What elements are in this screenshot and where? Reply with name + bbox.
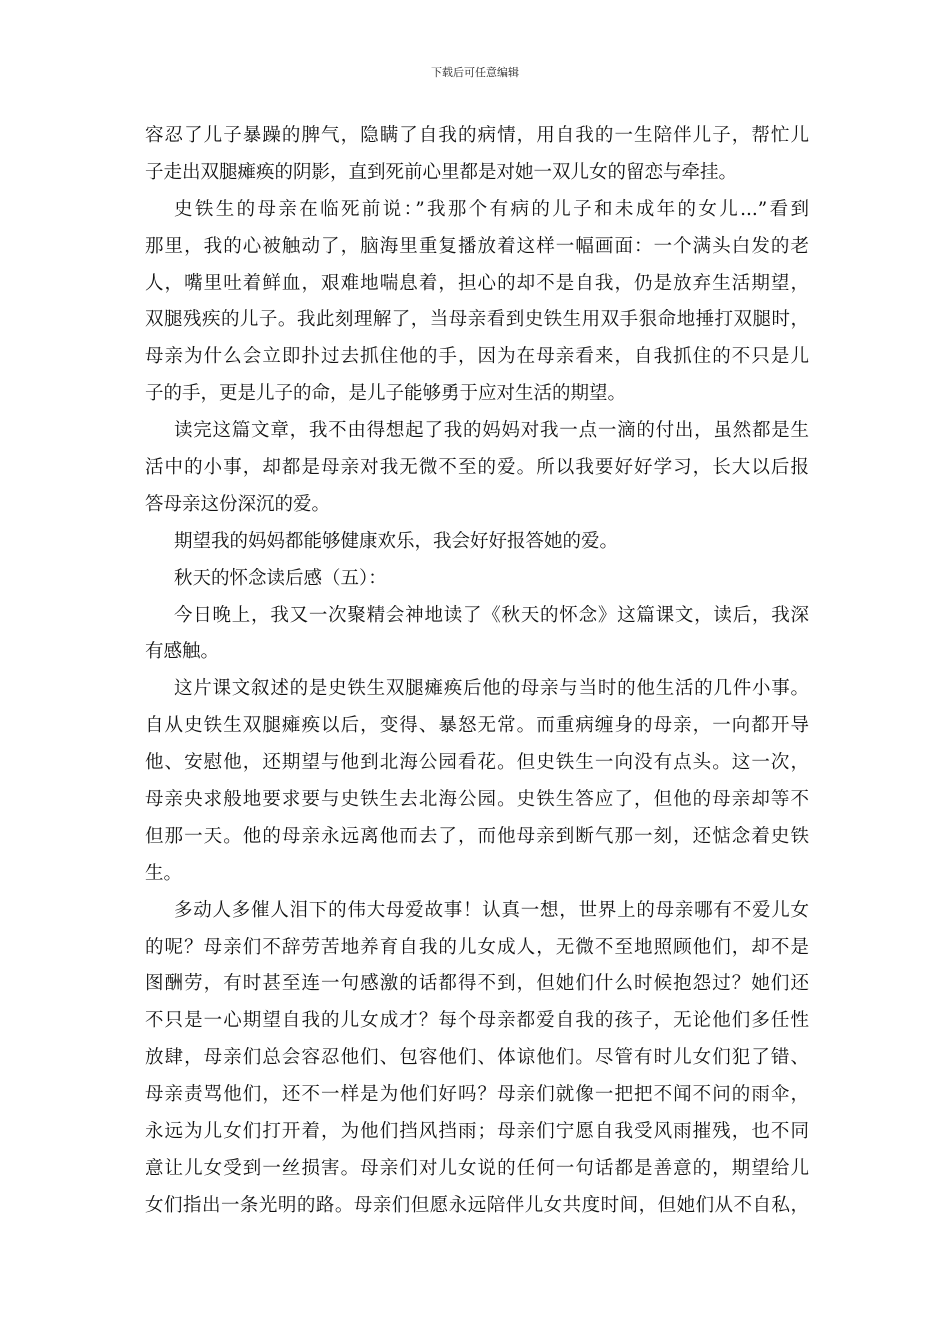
text-line: 那里，我的心被触动了，脑海里重复播放着这样一幅画面：一个满头白发的老 (145, 235, 809, 257)
text-line: 期望我的妈妈都能够健康欢乐，我会好好报答她的爱。 (174, 530, 619, 552)
text-line: 读完这篇文章，我不由得想起了我的妈妈对我一点一滴的付出，虽然都是生 (174, 420, 809, 442)
text-line: 图酬劳，有时甚至连一句感激的话都得不到，但她们什么时候抱怨过？她们还 (145, 973, 809, 995)
text-line: 容忍了儿子暴躁的脾气，隐瞒了自我的病情，用自我的一生陪伴儿子，帮忙儿 (145, 125, 809, 146)
text-line: 放肆，母亲们总会容忍他们、包容他们、体谅他们。尽管有时儿女们犯了错、 (145, 1047, 809, 1069)
text-line: 史铁生的母亲在临死前说：”我那个有病的儿子和未成年的女儿...”看到 (174, 198, 809, 220)
text-line: 多动人多催人泪下的伟大母爱故事！认真一想，世界上的母亲哪有不爱儿女 (174, 899, 809, 921)
text-line: 的呢？母亲们不辞劳苦地养育自我的儿女成人，无微不至地照顾他们，却不是 (145, 936, 809, 958)
text-line: 意让儿女受到一丝损害。母亲们对儿女说的任何一句话都是善意的，期望给儿 (145, 1157, 809, 1179)
text-line: 他、安慰他，还期望与他到北海公园看花。但史铁生一向没有点头。这一次， (145, 752, 809, 774)
page-header: 下载后可任意编辑 (431, 66, 519, 79)
text-line: 子的手，更是儿子的命，是儿子能够勇于应对生活的期望。 (145, 383, 627, 405)
text-line: 有感触。 (145, 641, 220, 663)
text-line: 不只是一心期望自我的儿女成才？每个母亲都爱自我的孩子，无论他们多任性 (145, 1010, 809, 1032)
document-body (145, 118, 809, 1225)
text-line: 但那一天。他的母亲永远离他而去了，而他母亲到断气那一刻，还惦念着史铁 (145, 825, 809, 847)
text-line: 子走出双腿瘫痪的阴影，直到死前心里都是对她一双儿女的留恋与牵挂。 (145, 161, 738, 183)
text-line: 秋天的怀念读后感（五）： (174, 567, 387, 589)
text-line: 人，嘴里吐着鲜血，艰难地喘息着，担心的却不是自我，仍是放弃生活期望， (145, 272, 809, 294)
text-line: 双腿残疾的儿子。我此刻理解了，当母亲看到史铁生用双手狠命地捶打双腿时， (145, 309, 809, 331)
text-line: 女们指出一条光明的路。母亲们但愿永远陪伴儿女共度时间，但她们从不自私， (145, 1194, 809, 1216)
text-line: 母亲为什么会立即扑过去抓住他的手，因为在母亲看来，自我抓住的不只是儿 (145, 346, 809, 368)
text-line: 今日晚上，我又一次聚精会神地读了《秋天的怀念》这篇课文，读后，我深 (174, 604, 809, 626)
text-line: 自从史铁生双腿瘫痪以后，变得、暴怒无常。而重病缠身的母亲，一向都开导 (145, 715, 809, 737)
text-line: 永远为儿女们打开着，为他们挡风挡雨；母亲们宁愿自我受风雨摧残，也不同 (145, 1121, 809, 1143)
text-line: 活中的小事，却都是母亲对我无微不至的爱。所以我要好好学习，长大以后报 (145, 457, 809, 479)
text-line: 生。 (145, 862, 183, 884)
text-line: 答母亲这份深沉的爱。 (145, 493, 331, 515)
text-line: 母亲央求般地要求要与史铁生去北海公园。史铁生答应了，但他的母亲却等不 (145, 789, 809, 811)
text-line: 这片课文叙述的是史铁生双腿瘫痪后他的母亲与当时的他生活的几件小事。 (174, 678, 809, 700)
text-line: 母亲责骂他们，还不一样是为他们好吗？母亲们就像一把把不闻不问的雨伞， (145, 1084, 809, 1106)
